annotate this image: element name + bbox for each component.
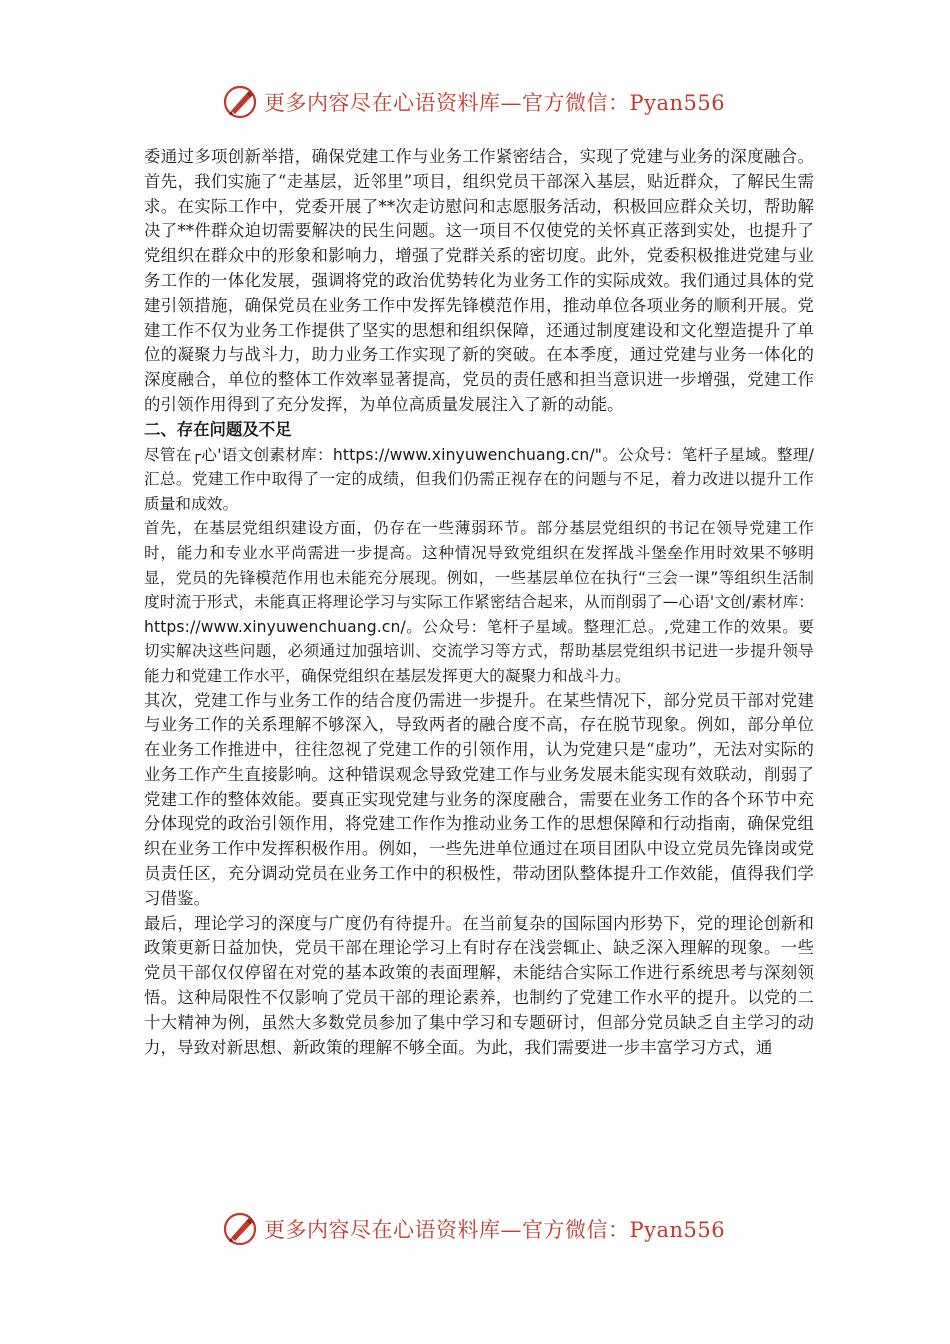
pen-logo-icon — [222, 1211, 258, 1247]
problem-first-paragraph: 首先，在基层党组织建设方面，仍存在一些薄弱环节。部分基层党组织的书记在领导党建工作时，能力和专业水平尚需进一步提高。这种情况导致党组织在发挥战斗堡垒作用时效果不够明显，党员的先锋模范作用也未能充分展现。例如，一些基层单位在执行“三会一课”等组织生活制度时流于形式，未能真正将理论学习与实际工作紧密结合起来，从而削弱了—心语'文创/素材库：https://www.xinyuwenchuang.cn/。公众号：笔杆子星域。整理汇总。,党建工作的效果。要切实解决这些问题，必须通过加强培训、交流学习等方式，帮助基层党组织书记进一步提升领导能力和党建工作水平，确保党组织在基层发挥更大的凝聚力和战斗力。 — [144, 519, 814, 685]
intro-paragraph: 委通过多项创新举措，确保党建工作与业务工作紧密结合，实现了党建与业务的深度融合。首先，我们实施了“走基层，近邻里”项目，组织党员干部深入基层，贴近群众，了解民生需求。在实际工作中，党委开展了**次走访慰问和志愿服务活动，积极回应群众关切，帮助解决了**件群众迫切需要解决的民生问题。这一项目不仅使党的关怀真正落到实处，也提升了党组织在群众中的形象和影响力，增强了党群关系的密切度。此外，党委积极推进党建与业务工作的一体化发展，强调将党的政治优势转化为业务工作的实际成效。我们通过具体的党建引领措施，确保党员在业务工作中发挥先锋模范作用，推动单位各项业务的顺利开展。党建工作不仅为业务工作提供了坚实的思想和组织保障，还通过制度建设和文化塑造提升了单位的凝聚力与战斗力，助力业务工作实现了新的突破。在本季度，通过党建与业务一体化的深度融合，单位的整体工作效率显著提高，党员的责任感和担当意识进一步增强，党建工作的引领作用得到了充分发挥，为单位高质量发展注入了新的动能。 — [144, 147, 814, 414]
problem-second-paragraph: 其次，党建工作与业务工作的结合度仍需进一步提升。在某些情况下，部分党员干部对党建与业务工作的关系理解不够深入，导致两者的融合度不高，存在脱节现象。例如，部分单位在业务工作推进中，往往忽视了党建工作的引领作用，认为党建只是“虚功”，无法对实际的业务工作产生直接影响。这种错误观念导致党建工作与业务发展未能实现有效联动，削弱了党建工作的整体效能。要真正实现党建与业务的深度融合，需要在业务工作的各个环节中充分体现党的政治引领作用，将党建工作作为推动业务工作的思想保障和行动指南，确保党组织在业务工作中发挥积极作用。例如，一些先进单位通过在项目团队中设立党员先锋岗或党员责任区，充分调动党员在业务工作中的积极性，带动团队整体提升工作效能，值得我们学习借鉴。 — [144, 690, 814, 908]
section-heading: 二、存在问题及不足 — [144, 419, 292, 439]
footer-watermark — [222, 1209, 725, 1249]
problems-intro-paragraph: 尽管在┌心'语文创素材库：https://www.xinyuwenchuang.cn/"。公众号：笔杆子星域。整理/汇总。党建工作中取得了一定的成绩，但我们仍需正视存在的问题与不足，着力改进以提升工作质量和成效。 — [144, 445, 814, 513]
pen-logo-icon — [222, 84, 258, 120]
watermark-text: 更多内容尽在心语资料库—官方微信：Pyan556 — [264, 1218, 726, 1242]
watermark-text: 更多内容尽在心语资料库—官方微信：Pyan556 — [264, 91, 726, 115]
document-body — [144, 145, 814, 1060]
problem-last-paragraph: 最后，理论学习的深度与广度仍有待提升。在当前复杂的国际国内形势下，党的理论创新和政策更新日益加快，党员干部在理论学习上有时存在浅尝辄止、缺乏深入理解的现象。一些党员干部仅仅停留在对党的基本政策的表面理解，未能结合实际工作进行系统思考与深刻领悟。这种局限性不仅影响了党员干部的理论素养，也制约了党建工作水平的提升。以党的二十大精神为例，虽然大多数党员参加了集中学习和专题研讨，但部分党员缺乏自主学习的动力，导致对新思想、新政策的理解不够全面。为此，我们需要进一步丰富学习方式，通 — [144, 913, 814, 1057]
header-watermark — [222, 82, 725, 122]
